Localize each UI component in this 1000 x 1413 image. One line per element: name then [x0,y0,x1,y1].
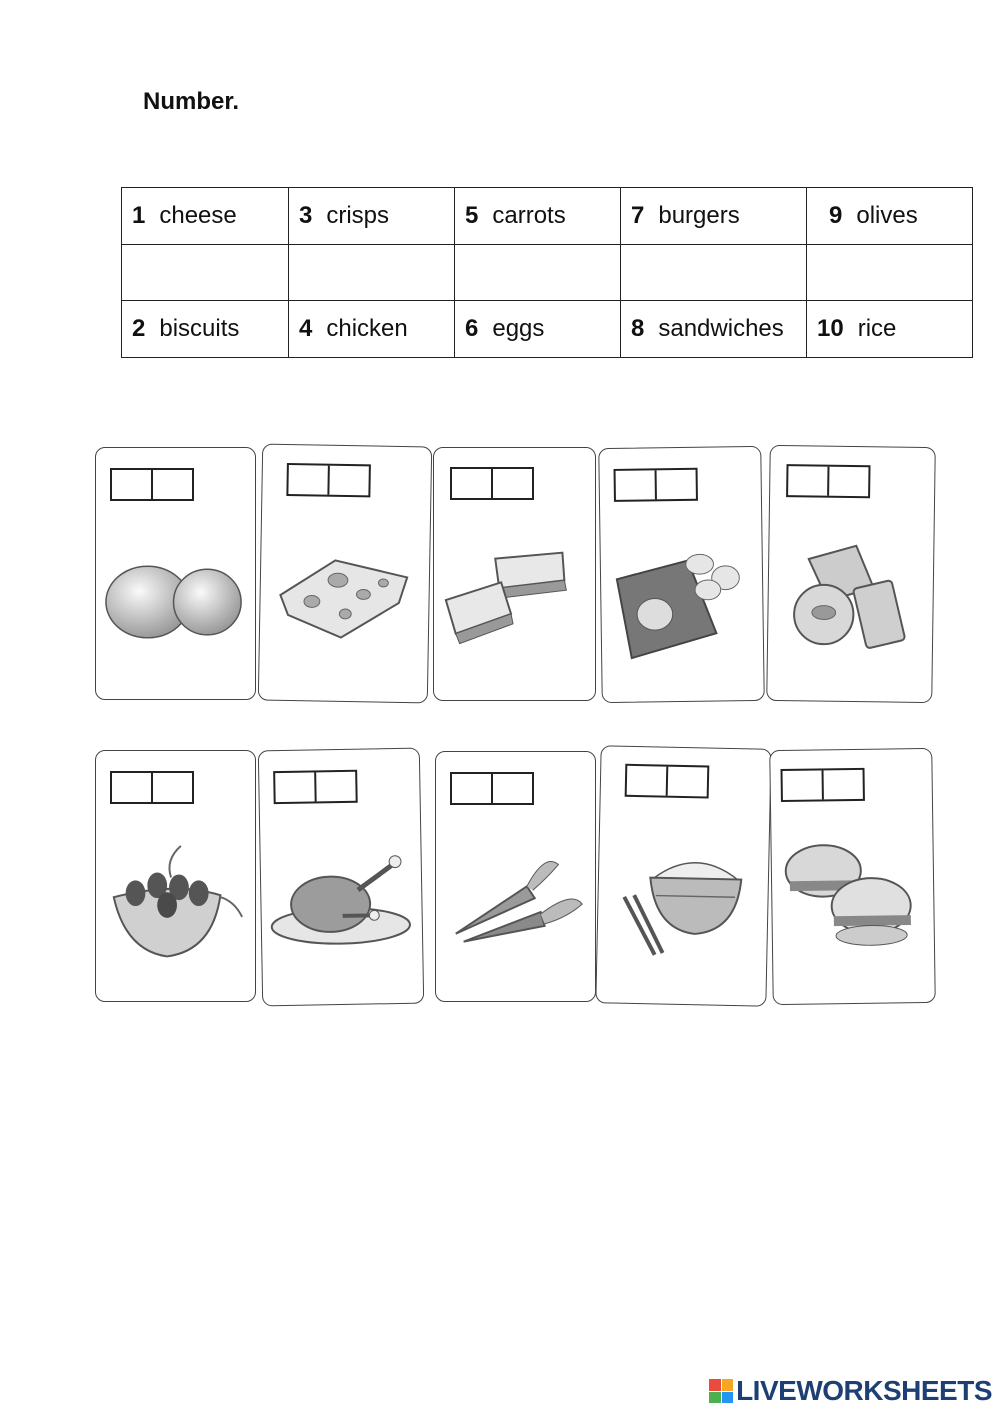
olives-icon [96,841,255,981]
item-number: 4 [299,314,313,342]
table-cell [807,301,973,358]
answer-slot[interactable] [275,772,315,802]
answer-slot[interactable] [491,469,532,498]
picture-card-eggs [95,447,256,700]
item-word: olives [856,201,918,229]
liveworksheets-logo [709,1375,992,1407]
item-word: chicken [326,314,408,342]
page-title: Number. [143,88,240,115]
answer-slot[interactable] [112,470,151,499]
picture-card-olives [95,750,256,1002]
answer-slot[interactable] [783,770,822,800]
logo-square [709,1392,721,1404]
table-row-empty [122,244,973,301]
eggs-icon [96,538,255,678]
chicken-icon [260,839,422,982]
item-number: 9 [829,201,843,229]
answer-slot[interactable] [452,774,491,803]
crisps-icon [600,537,763,679]
answer-box[interactable] [614,468,698,502]
logo-square [722,1379,734,1391]
item-number: 1 [132,201,146,229]
table-cell [621,301,807,358]
answer-box[interactable] [786,464,870,498]
item-word: crisps [326,201,390,229]
table-cell [621,188,807,245]
picture-card-carrots [435,751,596,1002]
item-number: 10 [817,314,844,342]
table-cell [289,301,455,358]
word-table [121,187,973,358]
table-cell [122,301,289,358]
table-cell [289,188,455,245]
answer-slot[interactable] [655,470,696,500]
item-number: 6 [465,314,479,342]
answer-slot[interactable] [827,467,868,497]
answer-box[interactable] [450,772,534,805]
answer-slot[interactable] [151,470,192,499]
answer-box[interactable] [110,468,194,501]
item-word: eggs [492,314,545,342]
item-number: 8 [631,314,645,342]
item-word: burgers [658,201,740,229]
sandwiches-icon [434,538,595,678]
answer-box[interactable] [110,771,194,804]
picture-card-sandwiches [433,447,596,701]
table-cell [807,188,973,245]
rice-icon [597,836,769,980]
biscuits-icon [768,536,934,678]
item-number: 7 [631,201,645,229]
answer-box[interactable] [286,463,371,497]
table-cell-empty [807,244,973,301]
answer-slot[interactable] [327,466,368,496]
answer-slot[interactable] [666,767,708,797]
answer-slot[interactable] [112,773,151,802]
answer-slot[interactable] [491,774,532,803]
answer-slot[interactable] [314,772,355,802]
logo-text: LIVEWORKSHEETS [736,1375,992,1406]
carrots-icon [436,842,595,982]
item-word: rice [857,314,897,342]
table-row [122,188,973,245]
table-cell [122,188,289,245]
answer-box[interactable] [273,770,358,804]
cheese-icon [259,535,429,678]
item-number: 3 [299,201,313,229]
picture-card-burgers [769,748,936,1005]
table-cell-empty [621,244,807,301]
picture-card-biscuits [766,445,936,703]
picture-card-crisps [598,446,765,703]
item-number: 5 [465,201,479,229]
picture-card-cheese [258,444,432,704]
logo-square [709,1379,721,1391]
answer-slot[interactable] [627,766,667,796]
table-cell-empty [455,244,621,301]
table-row [122,301,973,358]
answer-box[interactable] [625,764,710,799]
table-cell-empty [289,244,455,301]
item-word: sandwiches [658,314,784,342]
answer-slot[interactable] [616,470,655,500]
logo-mark-icon [709,1379,733,1403]
answer-slot[interactable] [288,465,328,495]
item-word: biscuits [159,314,240,342]
answer-slot[interactable] [452,469,491,498]
item-word: cheese [159,201,237,229]
item-number: 2 [132,314,146,342]
table-cell-empty [122,244,289,301]
answer-slot[interactable] [151,773,192,802]
answer-box[interactable] [450,467,534,500]
burgers-icon [771,839,934,981]
picture-card-rice [595,745,771,1007]
answer-box[interactable] [780,768,864,802]
answer-slot[interactable] [788,466,827,496]
answer-slot[interactable] [822,770,863,800]
logo-square [722,1392,734,1404]
item-word: carrots [492,201,566,229]
picture-card-chicken [258,748,424,1007]
table-cell [455,188,621,245]
table-cell [455,301,621,358]
